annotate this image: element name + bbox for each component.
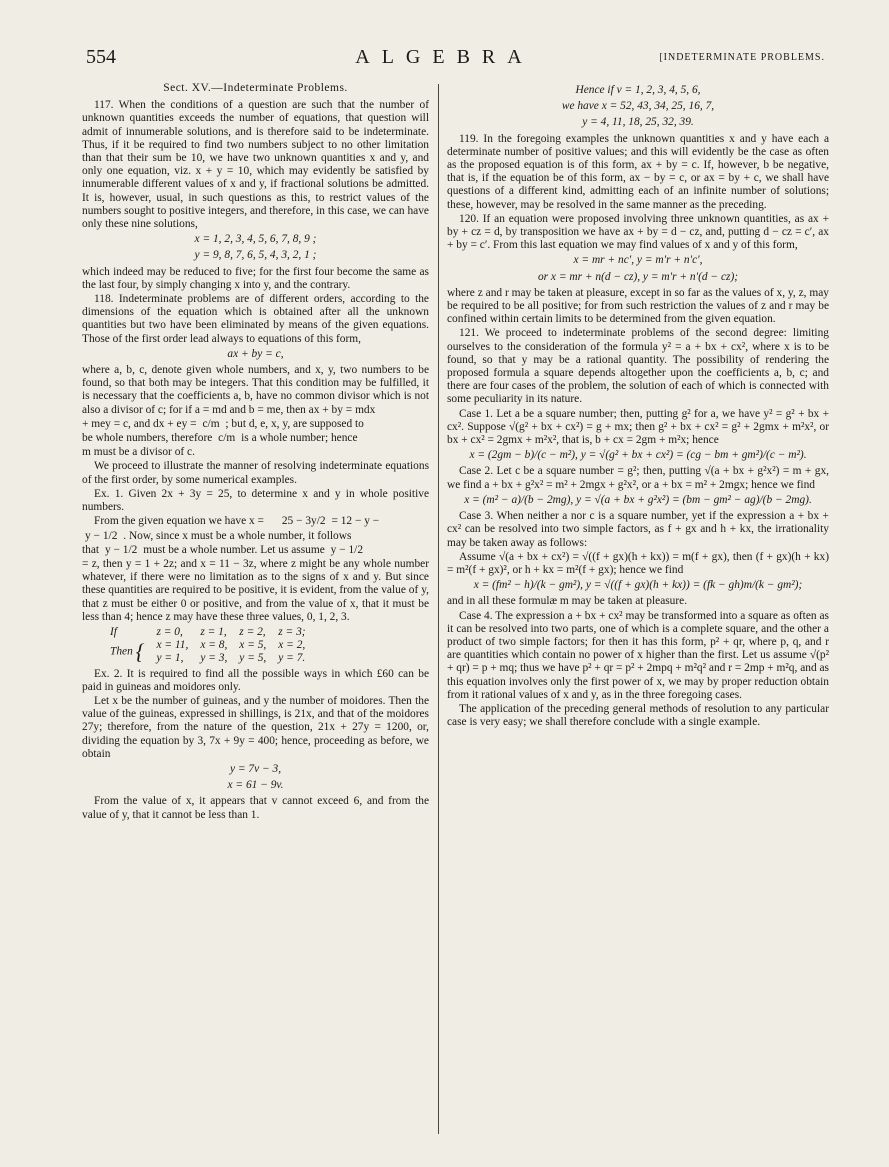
solutions-table [110,626,318,666]
text-fragment: From the given equation we have x = [94,515,264,528]
text-fragment: ; but d, e, x, y, are supposed to [225,417,364,430]
paragraph-118: 118. Indeterminate problems are of different orders, according to the dimensions of the equation which is obtained after all the unknown quantities but two have been eliminated by means of the given equations. Those of the first order lead always to equations of this form, [82,293,429,345]
equation-120a: x = mr + nc′, y = m′r + n′c′, [573,254,703,267]
table-cell: x = 2, [278,639,306,652]
fraction: y − 1/2 [330,543,364,556]
case-3-note: and in all these formulæ m may be taken at pleasure. [447,595,688,608]
example-2-eq1: y = 7v − 3, [229,762,282,775]
case-3-assume: Assume √(a + bx + cx²) = √((f + gx)(h + kx)) = m(f + gx), then (f + gx)(h + kx) = m²(f + gx)², or h + kx = m²(f + gx); hence we find [447,550,829,576]
example-1-line-c [82,544,429,557]
case-2-equation: x = (m² − a)/(b − 2mg), y = √(a + bx + g²x²) = (bm − gm² − ag)/(b − 2mg). [464,493,812,506]
table-row [110,626,318,639]
page-title: ALGEBRA [355,46,534,68]
fraction: c/m [202,417,220,430]
case-3-equation: x = (fm² − h)/(k − gm²), y = √((f + gx)(h + kx)) = (fk − gh)m/(k − gm²); [473,579,803,592]
then-label: Then [110,645,133,658]
brace: { [135,639,145,665]
solution-y-line: y = 9, 8, 7, 6, 5, 4, 3, 2, 1 ; [194,249,317,262]
fraction: c/m [218,432,236,445]
page-header [0,46,889,76]
page-number: 554 [86,46,116,68]
hence-v-values: v = 1, 2, 3, 4, 5, 6, [616,84,701,96]
text-fragment: is a whole number; hence [241,432,358,445]
equation-120b: or x = mr + n(d − cz), y = m′r + n′(d − cz); [537,270,739,283]
case-1: Case 1. Let a be a square number; then, putting g² for a, we have y² = g² + bx + cx². Suppose √(g² + bx + cx²) = g + mx; then g² + bx + cx² = g² + 2gmx + m²x², or bx + cx² = 2gmx + m²x², that is, b + cx = 2gm + m²x; hence [447,407,829,447]
fraction-numerator: y − 1 [104,543,129,556]
fraction-denominator: 2 [111,529,118,542]
right-column [447,82,829,730]
fraction-numerator: y − 1 [330,543,355,556]
text-fragment: must be a whole number. Let us assume [143,543,325,556]
example-1-line-a [82,515,429,528]
section-heading: Sect. XV.—Indeterminate Problems. [163,82,348,94]
running-head: [INDETERMINATE PROBLEMS. [659,52,825,63]
text-fragment: that [82,543,100,556]
equation-118: ax + by = c, [227,347,284,360]
paragraph-120-cont: where z and r may be taken at pleasure, except in so far as the values of x, y, z, may be required to be all positive; for from such restriction the values of z and r may be confined within certain limits to be determined from the given equation. [447,286,829,326]
table-cell: z = 3; [278,625,306,638]
table-cell: z = 2, [239,625,266,638]
closing-paragraph: The application of the preceding general methods of resolution to any particular case is very easy; we shall therefore conclude with a single example. [447,702,829,729]
fraction-numerator: c [202,417,208,430]
table-cell: z = 0, [156,625,183,638]
text-fragment: be whole numbers, therefore [82,432,213,445]
paragraph-117-cont: which indeed may be reduced to five; for the first four become the same as the last four, by simply changing x into y, and the contrary. [82,265,429,291]
paragraph-121: 121. We proceed to indeterminate problems of the second degree: limiting ourselves to the consideration of the formula y² = a + bx + cx², where x is to be found, so that y may be a rational quantity. The possibility of rendering the proposed formula a square depends altogether upon the coefficients a, b, c; and there are four cases of the problem, the solution of each of which is connected with some peculiarity in its nature. [447,327,829,406]
fraction-numerator: 25 − 3y [281,515,317,528]
example-1-line-b [82,530,429,543]
case-3: Case 3. When neither a nor c is a square number, yet if the expression a + bx + cx² can be resolved into two simple factors, as f + gx and h + kx, the irrationality may be taken away as follows: [447,510,829,549]
paragraph-117: 117. When the conditions of a question are such that the number of unknown quantities exceeds the number of equations, that question will admit of innumerable solutions, and is therefore said to be indeterminate. Thus, if it be required to find two numbers subject to no other limitation than that their sum be 10, we have two unknown quantities x and y, and only one equation, viz. x + y = 10, which may evidently be satisfied by innumerable different values of x and y, if fractional solutions be admitted. It is, however, usual, in such questions as this, to restrict values of the numbers sought to positive integers, and therefore, in this case, we can have only these nine solutions, [82,99,429,231]
left-column [82,82,429,823]
hence-x-values: x = 52, 43, 34, 25, 16, 7, [601,100,715,113]
fraction-denominator: m [226,432,236,445]
example-2: Ex. 2. It is required to find all the possible ways in which £60 can be paid in guineas and moidores only. [82,667,429,693]
text-fragment: + mey = c, and dx + ey = [82,417,197,430]
table-label-if: If [110,625,117,638]
fraction: y − 1/2 [85,529,118,542]
example-2-conclusion: From the value of x, it appears that v cannot exceed 6, and from the value of y, that it cannot be less than 1. [82,795,429,821]
we-have-label: we have [561,100,599,113]
table-cell: y = 7. [278,652,306,665]
table-cell: x = 11, [156,639,189,652]
paragraph-118-b4: m must be a divisor of c. [82,446,195,459]
text-fragment: = 12 − y − [331,515,380,528]
case-4: Case 4. The expression a + bx + cx² may be transformed into a square as often as it can be resolved into two parts, one of which is a complete square, and the other a product of two simple factors; for then it has this form, p² + qr, where p, q, and r are quantities which contain no power of x higher than the first. Let us assume √(p² + qr) = p + mq; thus we have p² + qr = p² + 2mpq + m²q² and r = 2mp + m²q, and as this equation involves only the first power of x, we may by proper reduction obtain from it rational values of x and y, as in the three foregoing cases. [447,609,829,701]
paragraph-118-b1: where a, b, c, denote given whole numbers, and x, y, two numbers to be found, so that both may be integers. That this condition may be fulfilled, it is necessary that the coefficients a, b, have no common divisor which is not also a divisor of c; for if a = md and b = me, then ax + by = mdx [82,364,429,416]
table-cell: x = 8, [200,639,228,652]
table-cell: z = 1, [200,625,227,638]
table-cell: y = 1, [156,652,184,665]
hence-v-line [447,84,829,97]
hence-label: Hence if [575,84,614,96]
paragraph-120: 120. If an equation were proposed involving three unknown quantities, as ax + by + cz = d, by transposition we have ax + by = d − cz, and, putting d − cz = c′, ax + by = c′. From this last equation we may find values of x and y of this form, [447,212,829,252]
text-fragment: . Now, since x must be a whole number, it follows [123,529,352,542]
table-cell: y = 3, [200,652,228,665]
table-row [110,639,318,652]
table-cell: y = 5, [239,652,267,665]
fraction-denominator: 2 [319,515,326,528]
hence-y-line: y = 4, 11, 18, 25, 32, 39. [582,116,694,129]
paragraph-118-c: We proceed to illustrate the manner of resolving indeterminate equations of the first order, by some numerical examples. [82,460,429,486]
hence-x-line [447,100,829,113]
fraction-numerator: y − 1 [85,529,109,542]
case-2: Case 2. Let c be a square number = g²; then, putting √(a + bx + g²x²) = m + gx, we find a + bx + g²x² = m² + 2mgx + g²x², or a + bx = m² + 2mgx; hence we find [447,465,829,491]
column-divider [438,84,439,1134]
paragraph-119: 119. In the foregoing examples the unknown quantities x and y have each a determinate number of positive values; and this will evidently be the case as often as the proposed equation is of this form, ax + by = c. If, however, b be negative, that is, if the equation be of this form, ax − by = c, or ax = by + c, we shall have questions of a different kind, admitting each of an infinite number of solutions; these, however, may be resolved in the same manner as the preceding. [447,132,829,211]
fraction: 25 − 3y/2 [281,515,326,528]
case-1-equation: x = (2gm − b)/(c − m²), y = √(g² + bx + cx²) = (cg − bm + gm²)/(c − m²). [469,449,807,462]
fraction-denominator: 2 [131,543,138,556]
paragraph-118-b3 [82,432,429,445]
fraction: y − 1/2 [104,543,138,556]
fraction-numerator: c [218,432,224,445]
example-1: Ex. 1. Given 2x + 3y = 25, to determine x and y in whole positive numbers. [82,487,429,514]
table-label-then [110,639,156,665]
example-1-line-d: = z, then y = 1 + 2z; and x = 11 − 3z, where z might be any whole number whatever, if there were no limitation as to the signs of x and y. But since these quantities are required to be positive, it is evident, from the value of y, that z must be either 0 or positive, and from the value of x, that it must be less than 4; hence z may have these three values, 0, 1, 2, 3. [82,557,429,623]
paragraph-118-b2 [82,418,429,431]
fraction-denominator: 2 [357,543,364,556]
example-2-body: Let x be the number of guineas, and y the number of moidores. Then the value of the guineas, expressed in shillings, is 21x, and that of the moidores 27y; therefore, from the nature of the question, 21x + 27y = 1200, or, dividing the equation by 3, 7x + 9y = 400; hence, proceeding as before, we obtain [82,694,429,760]
example-2-eq2: x = 61 − 9v. [227,779,284,792]
fraction-denominator: m [210,417,220,430]
solution-x-line: x = 1, 2, 3, 4, 5, 6, 7, 8, 9 ; [194,233,317,246]
table-cell: x = 5, [239,639,267,652]
